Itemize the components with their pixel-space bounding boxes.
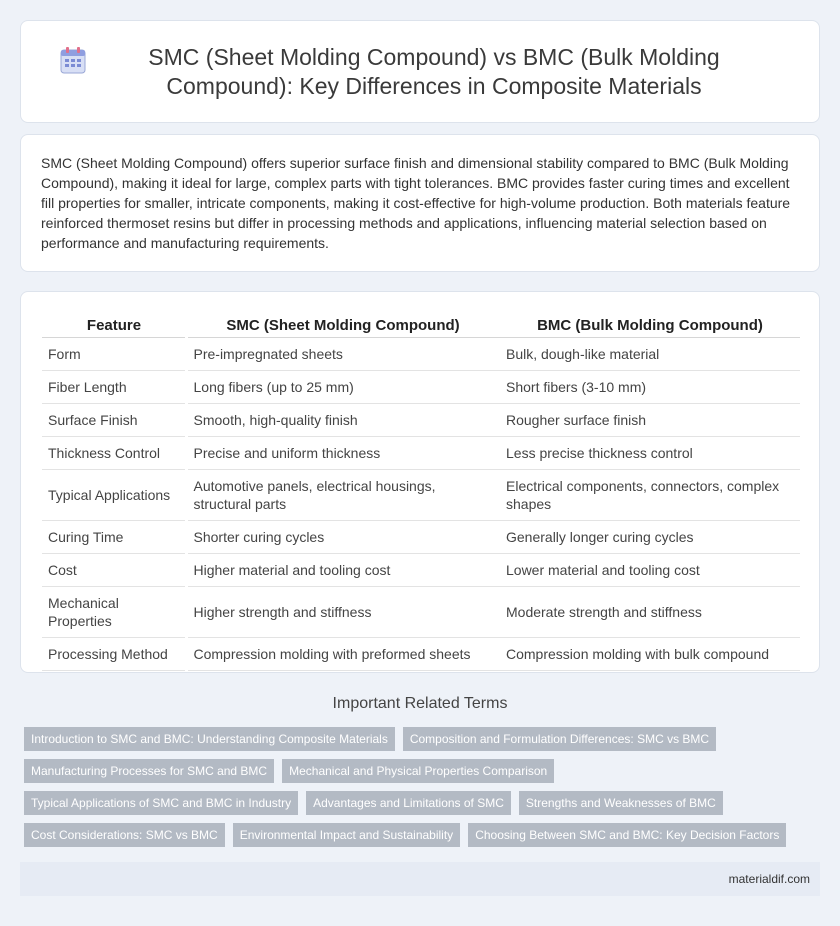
title-wrap <box>60 43 780 101</box>
bmc-cell: Lower material and tooling cost <box>500 554 800 587</box>
related-term-link[interactable]: Choosing Between SMC and BMC: Key Decision Factors <box>468 823 786 847</box>
feature-cell: Processing Method <box>42 638 186 671</box>
table-row <box>42 437 800 470</box>
bmc-cell: Electrical components, connectors, complex shapes <box>500 470 800 521</box>
related-term-link[interactable]: Cost Considerations: SMC vs BMC <box>24 823 225 847</box>
tag-row <box>24 759 824 783</box>
related-term-link[interactable]: Introduction to SMC and BMC: Understanding Composite Materials <box>24 727 395 751</box>
feature-cell: Surface Finish <box>42 404 186 437</box>
intro-card <box>20 134 820 272</box>
feature-cell: Thickness Control <box>42 437 186 470</box>
feature-cell: Form <box>42 338 186 371</box>
header-bmc: BMC (Bulk Molding Compound) <box>500 314 800 338</box>
table-row <box>42 404 800 437</box>
bmc-cell: Generally longer curing cycles <box>500 521 800 554</box>
smc-cell: Higher material and tooling cost <box>186 554 500 587</box>
header-smc: SMC (Sheet Molding Compound) <box>186 314 500 338</box>
header-feature: Feature <box>42 314 186 338</box>
smc-cell: Shorter curing cycles <box>186 521 500 554</box>
feature-cell: Fiber Length <box>42 371 186 404</box>
footer <box>20 862 820 896</box>
smc-cell: Higher strength and stiffness <box>186 587 500 638</box>
bmc-cell: Short fibers (3-10 mm) <box>500 371 800 404</box>
related-terms-list <box>24 727 824 855</box>
bmc-cell: Moderate strength and stiffness <box>500 587 800 638</box>
related-term-link[interactable]: Strengths and Weaknesses of BMC <box>519 791 723 815</box>
smc-cell: Compression molding with preformed sheets <box>186 638 500 671</box>
comparison-card <box>20 291 820 673</box>
table-row <box>42 338 800 371</box>
page-title: SMC (Sheet Molding Compound) vs BMC (Bulk Molding Compound): Key Differences in Composite Materials <box>148 43 720 99</box>
related-term-link[interactable]: Composition and Formulation Differences: SMC vs BMC <box>403 727 716 751</box>
tag-row <box>24 727 824 751</box>
feature-cell: Curing Time <box>42 521 186 554</box>
smc-cell: Smooth, high-quality finish <box>186 404 500 437</box>
intro-paragraph: SMC (Sheet Molding Compound) offers superior surface finish and dimensional stability compared to BMC (Bulk Molding Compound), making it ideal for large, complex parts with tight tolerances. BMC provides faster curing times and excellent fill properties for smaller, intricate components, making it cost-effective for high-volume production. Both materials feature reinforced thermoset resins but differ in processing methods and applications, influencing material selection based on performance and manufacturing requirements. <box>41 155 791 251</box>
table-row <box>42 371 800 404</box>
smc-cell: Automotive panels, electrical housings, structural parts <box>186 470 500 521</box>
smc-cell: Long fibers (up to 25 mm) <box>186 371 500 404</box>
related-term-link[interactable]: Environmental Impact and Sustainability <box>233 823 460 847</box>
bmc-cell: Compression molding with bulk compound <box>500 638 800 671</box>
table-row <box>42 470 800 521</box>
comparison-table <box>42 314 800 671</box>
table-header-row <box>42 314 800 338</box>
tag-row <box>24 823 824 847</box>
related-term-link[interactable]: Advantages and Limitations of SMC <box>306 791 511 815</box>
footer-site-link[interactable]: materialdif.com <box>728 872 810 886</box>
title-card <box>20 20 820 123</box>
related-term-link[interactable]: Typical Applications of SMC and BMC in Industry <box>24 791 298 815</box>
feature-cell: Cost <box>42 554 186 587</box>
smc-cell: Pre-impregnated sheets <box>186 338 500 371</box>
related-term-link[interactable]: Manufacturing Processes for SMC and BMC <box>24 759 274 783</box>
related-term-link[interactable]: Mechanical and Physical Properties Comparison <box>282 759 554 783</box>
feature-cell: Mechanical Properties <box>42 587 186 638</box>
bmc-cell: Rougher surface finish <box>500 404 800 437</box>
feature-cell: Typical Applications <box>42 470 186 521</box>
table-row <box>42 638 800 671</box>
related-terms-heading: Important Related Terms <box>332 695 508 712</box>
smc-cell: Precise and uniform thickness <box>186 437 500 470</box>
table-row <box>42 554 800 587</box>
bmc-cell: Less precise thickness control <box>500 437 800 470</box>
tag-row <box>24 791 824 815</box>
table-row <box>42 521 800 554</box>
bmc-cell: Bulk, dough-like material <box>500 338 800 371</box>
table-row <box>42 587 800 638</box>
calendar-icon <box>60 47 86 75</box>
